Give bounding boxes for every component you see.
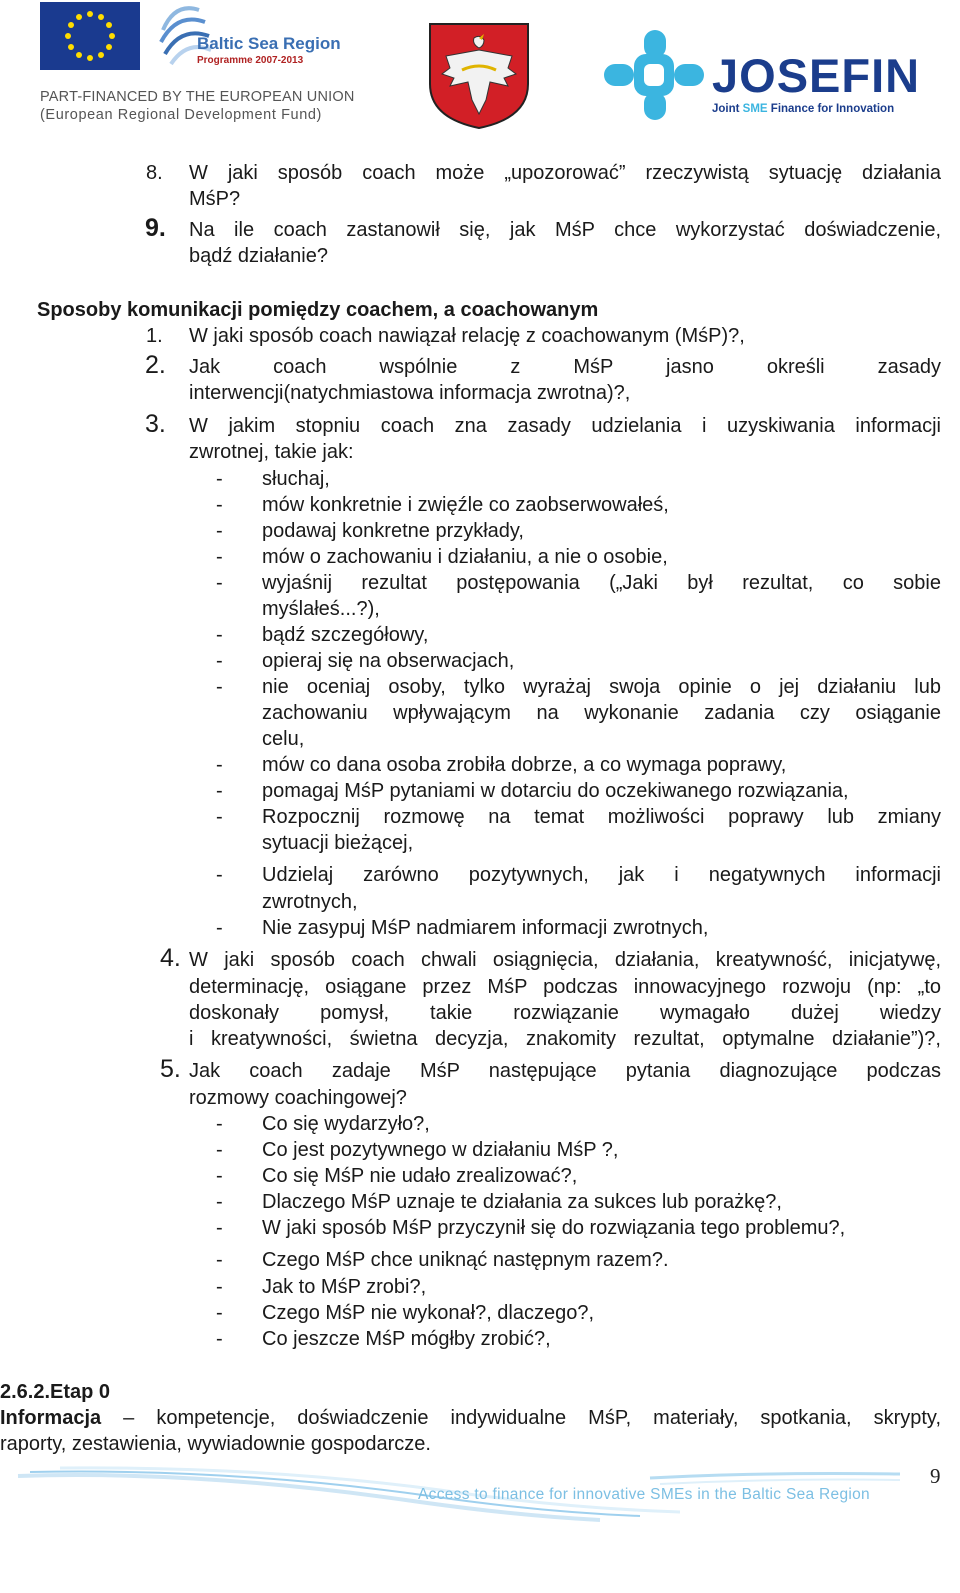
bullet-dash: -: [216, 1139, 223, 1161]
rule-no-judging-line-3: celu,: [262, 728, 305, 750]
communication-2-line-2: interwencji(natychmiastowa informacja zwrotna)?,: [189, 382, 631, 404]
baltic-sea-region-logo: [155, 0, 345, 72]
rule-good-and-improve: mów co dana osoba zrobiła dobrze, a co wymaga poprawy,: [262, 754, 787, 776]
rule-no-judging-line-1: nie oceniaj osoby, tylko wyrażaj swoja opinie o jej działaniu lub: [262, 676, 941, 698]
footer-tagline: Access to finance for innovative SMEs in the Baltic Sea Region: [418, 1486, 870, 1503]
section-heading: Sposoby komunikacji pomiędzy coachem, a coachowanym: [37, 299, 599, 321]
rule-concise: mów konkretnie i zwięźle co zaobserwowałeś,: [262, 494, 669, 516]
tag-part-b: Finance for Innovation: [767, 103, 895, 115]
question-9-line-1: Na ile coach zastanowił się, jak MśP chce wykorzystać doświadczenie,: [189, 219, 941, 241]
diagnostic-question: Czego MśP chce uniknąć następnym razem?.: [262, 1249, 669, 1271]
diagnostic-question: Co jeszcze MśP mógłby zrobić?,: [262, 1328, 551, 1350]
josefin-tagline: [712, 103, 894, 115]
bullet-dash: -: [216, 494, 223, 516]
josefin-wordmark: JOSEFIN: [712, 49, 921, 102]
program-subtitle: Programme 2007-2013: [197, 55, 304, 66]
diagnostic-question: Co się wydarzyło?,: [262, 1113, 430, 1135]
eu-funding-line: PART-FINANCED BY THE EUROPEAN UNION: [40, 89, 355, 105]
information-text: – kompetencje, doświadczenie indywidualne MśP, materiały, spotkania, skrypty,: [101, 1407, 941, 1429]
diagnostic-question: Dlaczego MśP uznaje te działania za sukces lub porażkę?,: [262, 1191, 782, 1213]
bullet-dash: -: [216, 1302, 223, 1324]
communication-4-line-1: W jaki sposób coach chwali osiągnięcia, działania, kreatywność, inicjatywę,: [189, 949, 941, 971]
rule-behaviour: mów o zachowaniu i działaniu, a nie o osobie,: [262, 546, 668, 568]
bullet-dash: -: [216, 1276, 223, 1298]
rule-start-talk-line-1: Rozpocznij rozmowę na temat możliwości poprawy lub zmiany: [262, 806, 941, 828]
rule-explain-line-1: wyjaśnij rezultat postępowania („Jaki był rezultat, co sobie: [262, 572, 941, 594]
bullet-dash: -: [216, 650, 223, 672]
information-line-1: [0, 1405, 941, 1431]
bullet-dash: -: [216, 520, 223, 542]
bullet-dash: -: [216, 624, 223, 646]
information-label: Informacja: [0, 1407, 102, 1429]
josefin-mark-icon: [604, 30, 704, 122]
rule-no-judging-line-2: zachowaniu wpływającym na wykonanie zadania czy osiąganie: [262, 702, 941, 724]
page-header: [0, 0, 960, 140]
rule-explain-line-2: myślałeś...?),: [262, 598, 380, 620]
rule-both-feedback-line-2: zwrotnych,: [262, 891, 358, 913]
diagnostic-question: W jaki sposób MśP przyczynił się do rozwiązania tego problemu?,: [262, 1217, 846, 1239]
bullet-dash: -: [216, 1328, 223, 1350]
bullet-dash: -: [216, 864, 223, 886]
communication-3-line-2: zwrotnej, takie jak:: [189, 441, 354, 463]
information-line-2: raporty, zestawienia, wywiadownie gospodarcze.: [0, 1433, 431, 1455]
item-number: 8.: [146, 162, 163, 184]
rule-start-talk-line-2: sytuacji bieżącej,: [262, 832, 414, 854]
bullet-dash: -: [216, 1191, 223, 1213]
communication-4-line-2: determinację, osiągane przez MśP podczas innowacyjnego rozwoju (np: „to: [189, 976, 941, 998]
bullet-dash: -: [216, 806, 223, 828]
communication-4-line-4: i kreatywności, świetna decyzja, znakomity rezultat, optymalne działanie”)?,: [189, 1028, 941, 1050]
eu-flag-logo: [40, 2, 140, 70]
bullet-dash: -: [216, 1249, 223, 1271]
item-number: 1.: [146, 325, 163, 347]
bullet-dash: -: [216, 780, 223, 802]
item-number: 5.: [160, 1055, 181, 1083]
communication-2-line-1: Jak coach wspólnie z MśP jasno określi zasady: [189, 356, 941, 378]
communication-5-line-2: rozmowy coachingowej?: [189, 1087, 407, 1109]
eu-fund-name: (European Regional Development Fund): [40, 107, 322, 123]
bullet-dash: -: [216, 468, 223, 490]
rule-questions: pomagaj MśP pytaniami w dotarciu do oczekiwanego rozwiązania,: [262, 780, 849, 802]
subsection-heading: 2.6.2.Etap 0: [0, 1381, 111, 1403]
item-number: 2.: [145, 351, 166, 379]
item-number: 9.: [145, 214, 166, 242]
communication-5-line-1: Jak coach zadaje MśP następujące pytania diagnozujące podczas: [189, 1060, 941, 1082]
diagnostic-question: Czego MśP nie wykonał?, dlaczego?,: [262, 1302, 595, 1324]
bullet-dash: -: [216, 1113, 223, 1135]
rule-detailed: bądź szczegółowy,: [262, 624, 429, 646]
item-number: 3.: [145, 410, 166, 438]
bullet-dash: -: [216, 546, 223, 568]
bullet-dash: -: [216, 917, 223, 939]
diagnostic-question: Co jest pozytywnego w działaniu MśP ?,: [262, 1139, 619, 1161]
tag-part-sme: SME: [742, 103, 768, 115]
question-9-line-2: bądź działanie?: [189, 245, 328, 267]
item-number: 4.: [160, 944, 181, 972]
bullet-dash: -: [216, 1217, 223, 1239]
coat-of-arms-icon: [428, 22, 530, 130]
diagnostic-question: Jak to MśP zrobi?,: [262, 1276, 427, 1298]
communication-4-line-3: doskonały pomysł, takie rozwiązanie wymagało dużej wiedzy: [189, 1002, 941, 1024]
question-8-line-1: W jaki sposób coach może „upozorować” rzeczywistą sytuację działania: [189, 162, 941, 184]
rule-examples: podawaj konkretne przykłady,: [262, 520, 524, 542]
tag-part-a: Joint: [712, 103, 743, 115]
communication-3-line-1: W jakim stopniu coach zna zasady udzielania i uzyskiwania informacji: [189, 415, 941, 437]
program-title: Baltic Sea Region: [197, 34, 341, 53]
bullet-dash: -: [216, 754, 223, 776]
diagnostic-question: Co się MśP nie udało zrealizować?,: [262, 1165, 578, 1187]
question-8-line-2: MśP?: [189, 188, 241, 210]
rule-both-feedback-line-1: Udzielaj zarówno pozytywnych, jak i negatywnych informacji: [262, 864, 941, 886]
page-number: 9: [930, 1464, 941, 1488]
communication-1: W jaki sposób coach nawiązał relację z coachowanym (MśP)?,: [189, 325, 745, 347]
rule-observations: opieraj się na obserwacjach,: [262, 650, 515, 672]
bullet-dash: -: [216, 676, 223, 698]
rule-listen: słuchaj,: [262, 468, 330, 490]
bullet-dash: -: [216, 1165, 223, 1187]
eu-stars-icon: [40, 2, 140, 70]
rule-no-overload: Nie zasypuj MśP nadmiarem informacji zwrotnych,: [262, 917, 709, 939]
bullet-dash: -: [216, 572, 223, 594]
